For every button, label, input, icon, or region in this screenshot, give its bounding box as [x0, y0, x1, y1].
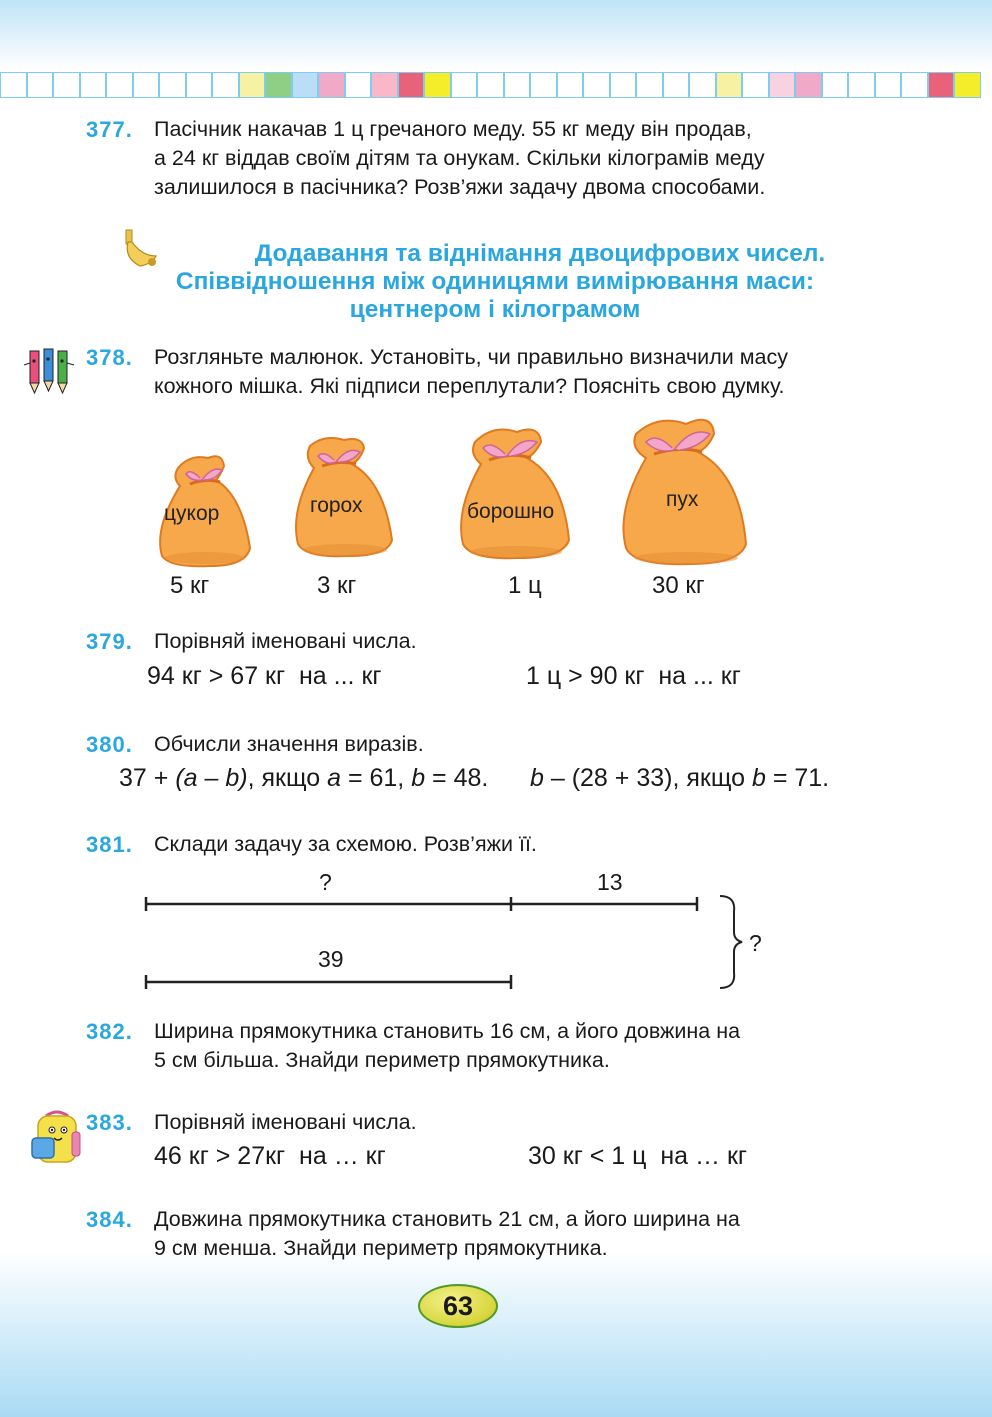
- task-text-384: Довжина прямокутника становить 21 см, а його ширина на 9 см менша. Знайди периметр прямокутника.: [154, 1207, 740, 1260]
- strip-cell: [133, 72, 160, 98]
- comparison-383-right: 30 кг < 1 ц на … кг: [528, 1142, 748, 1170]
- task-number-383: 383.: [86, 1110, 133, 1135]
- strip-cell: [80, 72, 107, 98]
- strip-cell: [477, 72, 504, 98]
- expression-1: 37 + (a – b), якщо a = 61, b = 48.: [119, 764, 489, 792]
- pencils-icon: [22, 345, 84, 395]
- section-heading: Додавання та віднімання двоцифрових чисел. Співвідношення між одиницями вимірювання маси: центнером і кілограмом: [175, 240, 826, 323]
- strip-cell: [795, 72, 822, 98]
- bag-weight-3: 1 ц: [508, 572, 542, 599]
- strip-cell: [292, 72, 319, 98]
- bag-label-3: борошно: [467, 500, 555, 523]
- task-number-382: 382.: [86, 1019, 133, 1044]
- strip-cell: [557, 72, 584, 98]
- strip-cell: [53, 72, 80, 98]
- scheme-unknown-part: ?: [319, 869, 332, 895]
- scheme-segment-39: 39: [318, 946, 344, 972]
- page-number: 63: [418, 1284, 498, 1328]
- strip-cell: [106, 72, 133, 98]
- comparison-379-right: 1 ц > 90 кг на ... кг: [526, 662, 741, 690]
- scheme-part-13: 13: [597, 869, 623, 895]
- strip-cell: [186, 72, 213, 98]
- expression-2: b – (28 + 33), якщо b = 71.: [530, 764, 830, 792]
- strip-cell: [371, 72, 398, 98]
- sack-flour: [455, 420, 575, 562]
- strip-cell: [822, 72, 849, 98]
- strip-cell: [663, 72, 690, 98]
- strip-cell: [689, 72, 716, 98]
- comparison-383-left: 46 кг > 27кг на … кг: [154, 1142, 386, 1170]
- strip-cell: [901, 72, 928, 98]
- strip-cell: [318, 72, 345, 98]
- strip-cell: [424, 72, 451, 98]
- backpack-icon: [28, 1108, 86, 1166]
- strip-cell: [716, 72, 743, 98]
- task-number-380: 380.: [86, 732, 133, 757]
- task-number-379: 379.: [86, 629, 133, 654]
- task-text-378: Розгляньте малюнок. Установіть, чи правильно визначили масу кожного мішка. Які підписи переплутали? Поясніть свою думку.: [154, 345, 788, 398]
- strip-cell: [451, 72, 478, 98]
- strip-cell: [610, 72, 637, 98]
- task-number-378: 378.: [86, 345, 133, 370]
- task-text-381: Склади задачу за схемою. Розв’яжи її.: [154, 832, 537, 856]
- strip-cell: [636, 72, 663, 98]
- task-text-383: Порівняй іменовані числа.: [154, 1110, 417, 1134]
- strip-cell: [504, 72, 531, 98]
- strip-cell: [583, 72, 610, 98]
- task-text-377: Пасічник накачав 1 ц гречаного меду. 55 кг меду він продав, а 24 кг віддав своїм дітям та онукам. Скільки кілограмів меду залишилося в пасічника? Розв’яжи задачу двома способами.: [154, 117, 766, 199]
- segment-scheme: [140, 890, 780, 995]
- strip-cell: [769, 72, 796, 98]
- bag-weight-4: 30 кг: [652, 572, 705, 599]
- strip-cell: [27, 72, 54, 98]
- comparison-379-left: 94 кг > 67 кг на ... кг: [147, 662, 382, 690]
- strip-cell: [928, 72, 955, 98]
- bag-label-2: горох: [310, 494, 363, 517]
- bag-label-1: цукор: [164, 502, 220, 525]
- strip-cell: [265, 72, 292, 98]
- strip-cell: [0, 72, 27, 98]
- strip-cell: [742, 72, 769, 98]
- decorative-strip: [0, 72, 992, 102]
- strip-cell: [954, 72, 981, 98]
- strip-cell: [212, 72, 239, 98]
- strip-cell: [239, 72, 266, 98]
- strip-cell: [345, 72, 372, 98]
- task-text-379: Порівняй іменовані числа.: [154, 629, 417, 653]
- strip-cell: [848, 72, 875, 98]
- scheme-total-question: ?: [749, 930, 762, 956]
- bag-weight-2: 3 кг: [317, 572, 357, 599]
- strip-cell: [398, 72, 425, 98]
- bag-label-4: пух: [666, 488, 699, 511]
- bag-weight-1: 5 кг: [170, 572, 210, 599]
- task-text-382: Ширина прямокутника становить 16 см, а його довжина на 5 см більша. Знайди периметр прямокутника.: [154, 1019, 741, 1072]
- strip-cell: [530, 72, 557, 98]
- task-number-377: 377.: [86, 117, 133, 142]
- task-text-380: Обчисли значення виразів.: [154, 732, 424, 756]
- strip-cell: [875, 72, 902, 98]
- strip-cell: [159, 72, 186, 98]
- task-number-381: 381.: [86, 832, 133, 857]
- task-number-384: 384.: [86, 1207, 133, 1232]
